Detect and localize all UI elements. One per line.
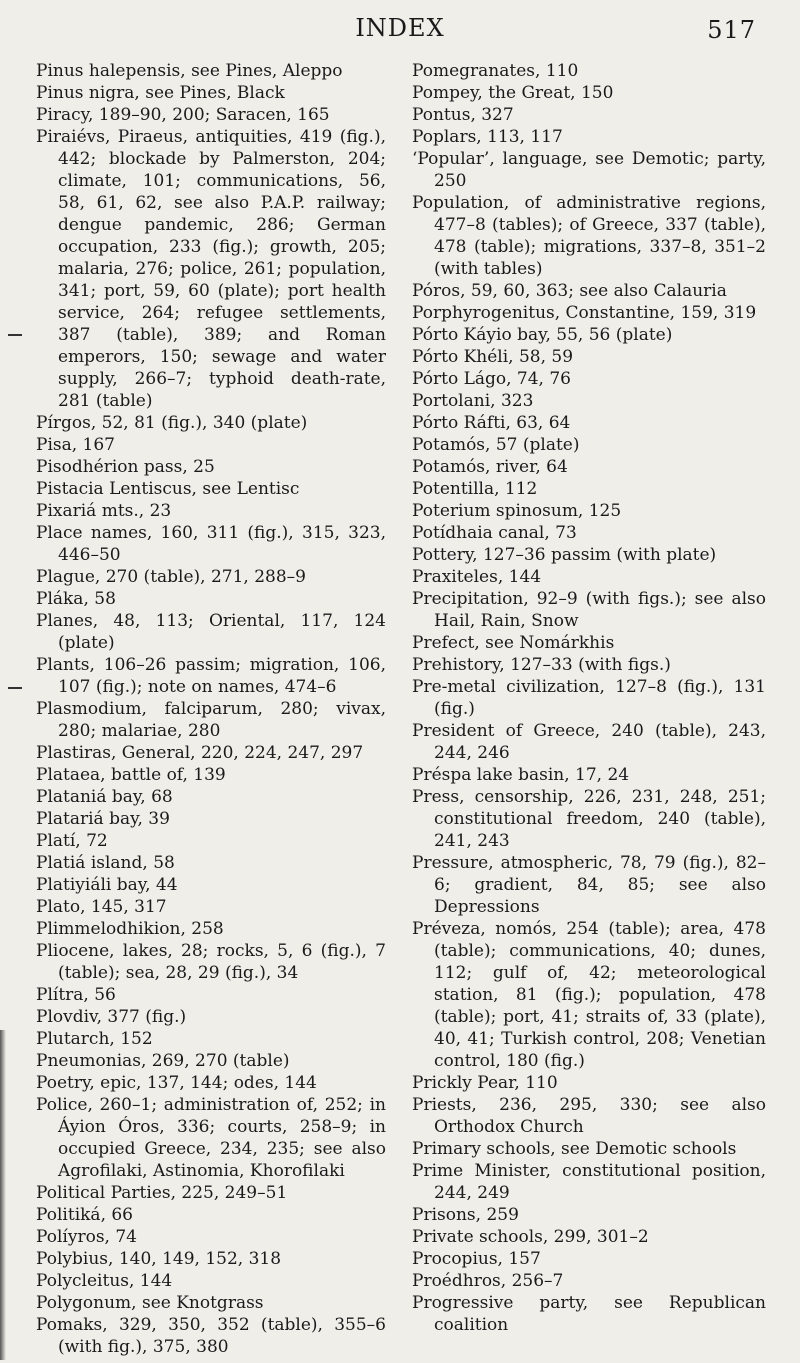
index-entry: Precipitation, 92–9 (with figs.); see also Hail, Rain, Snow <box>412 589 766 631</box>
index-entry: Politiká, 66 <box>36 1205 134 1225</box>
index-entry: Préveza, nomós, 254 (table); area, 478 (table); communications, 40; dunes, 112; gulf of, 42; meteorological station, 81 (fig.); population, 478 (table); port, 41; straits of, 33 (plate), 40, 41; Turkish control, 208; Venetian control, 180 (fig.) <box>412 919 766 1071</box>
index-entry: Prickly Pear, 110 <box>412 1073 558 1093</box>
index-entry: Prisons, 259 <box>412 1205 519 1225</box>
index-entry: Pláka, 58 <box>36 589 116 609</box>
index-entry: Préspa lake basin, 17, 24 <box>412 765 630 785</box>
index-entry: Platí, 72 <box>36 831 108 851</box>
index-entry: Políyros, 74 <box>36 1227 137 1247</box>
page-binding-shadow <box>0 1030 6 1360</box>
index-entry: Plítra, 56 <box>36 985 116 1005</box>
index-entry: Plataniá bay, 68 <box>36 787 173 807</box>
index-entry: Pórto Káyio bay, 55, 56 (plate) <box>412 325 673 345</box>
index-entry: Pórto Ráfti, 63, 64 <box>412 413 571 433</box>
index-entry: Piracy, 189–90, 200; Saracen, 165 <box>36 105 330 125</box>
margin-mark <box>8 687 22 689</box>
index-entry: Pliocene, lakes, 28; rocks, 5, 6 (fig.), 7 (table); sea, 28, 29 (fig.), 34 <box>36 941 386 983</box>
index-entry: Plataea, battle of, 139 <box>36 765 226 785</box>
index-entry: Press, censorship, 226, 231, 248, 251; constitutional freedom, 240 (table), 241, 243 <box>412 787 766 851</box>
index-column-left <box>36 60 386 1358</box>
index-entry: Potamós, river, 64 <box>412 457 568 477</box>
index-entry: Plague, 270 (table), 271, 288–9 <box>36 567 306 587</box>
index-entry: President of Greece, 240 (table), 243, 244, 246 <box>412 721 766 763</box>
index-entry: Polybius, 140, 149, 152, 318 <box>36 1249 282 1269</box>
index-entry: ‘Popular’, language, see Demotic; party, 250 <box>412 149 766 191</box>
index-entry: Platiá island, 58 <box>36 853 175 873</box>
index-entry: Pórto Lágo, 74, 76 <box>412 369 572 389</box>
index-entry: Plasmodium, falciparum, 280; vivax, 280; malariae, 280 <box>36 699 386 741</box>
index-entry: Pórto Khéli, 58, 59 <box>412 347 574 367</box>
index-entry: Plants, 106–26 passim; migration, 106, 107 (fig.); note on names, 474–6 <box>36 655 386 697</box>
index-entry: Procopius, 157 <box>412 1249 541 1269</box>
index-entry: Pressure, atmospheric, 78, 79 (fig.), 82–6; gradient, 84, 85; see also Depressions <box>412 853 766 917</box>
index-entry: Prime Minister, constitutional position, 244, 249 <box>412 1161 766 1203</box>
index-entry: Portolani, 323 <box>412 391 534 411</box>
index-entry: Piraiévs, Piraeus, antiquities, 419 (fig.), 442; blockade by Palmerston, 204; climate, 101; communications, 56, 58, 61, 62, see also P.A.P. railway; dengue pandemic, 286; German occupation, 233 (fig.); growth, 205; malaria, 276; police, 261; population, 341; port, 59, 60 (plate); port health service, 264; refugee settlements, 387 (table), 389; and Roman emperors, 150; sewage and water supply, 266–7; typhoid death-rate, 281 (table) <box>36 127 386 411</box>
index-entry: Platiyiáli bay, 44 <box>36 875 178 895</box>
index-entry: Pinus nigra, see Pines, Black <box>36 83 285 103</box>
page-number: 517 <box>707 16 756 44</box>
index-entry: Porphyrogenitus, Constantine, 159, 319 <box>412 303 757 323</box>
index-entry: Pisa, 167 <box>36 435 115 455</box>
index-entry: Polycleitus, 144 <box>36 1271 173 1291</box>
index-entry: Pre-metal civilization, 127–8 (fig.), 131 (fig.) <box>412 677 766 719</box>
index-entry: Pixariá mts., 23 <box>36 501 172 521</box>
index-entry: Private schools, 299, 301–2 <box>412 1227 649 1247</box>
index-column-right <box>412 60 766 1336</box>
index-entry: Pompey, the Great, 150 <box>412 83 614 103</box>
index-entry: Police, 260–1; administration of, 252; in Áyion Óros, 336; courts, 258–9; in occupied Greece, 234, 235; see also Agrofilaki, Astinomia, Khorofilaki <box>36 1095 386 1181</box>
index-entry: Pottery, 127–36 passim (with plate) <box>412 545 717 565</box>
index-entry: Primary schools, see Demotic schools <box>412 1139 737 1159</box>
index-entry: Planes, 48, 113; Oriental, 117, 124 (plate) <box>36 611 386 653</box>
index-entry: Progressive party, see Republican coalition <box>412 1293 766 1335</box>
index-entry: Pinus halepensis, see Pines, Aleppo <box>36 61 343 81</box>
index-entry: Poterium spinosum, 125 <box>412 501 622 521</box>
index-entry: Poplars, 113, 117 <box>412 127 563 147</box>
index-entry: Pontus, 327 <box>412 105 514 125</box>
margin-mark <box>8 334 22 336</box>
index-entry: Pisodhérion pass, 25 <box>36 457 215 477</box>
index-entry: Plutarch, 152 <box>36 1029 153 1049</box>
index-entry: Potamós, 57 (plate) <box>412 435 580 455</box>
index-entry: Potentilla, 112 <box>412 479 538 499</box>
index-entry: Pírgos, 52, 81 (fig.), 340 (plate) <box>36 413 308 433</box>
index-entry: Priests, 236, 295, 330; see also Orthodox Church <box>412 1095 766 1137</box>
index-entry: Plato, 145, 317 <box>36 897 167 917</box>
index-entry: Pistacia Lentiscus, see Lentisc <box>36 479 300 499</box>
index-entry: Political Parties, 225, 249–51 <box>36 1183 288 1203</box>
index-entry: Prefect, see Nomárkhis <box>412 633 615 653</box>
index-entry: Praxiteles, 144 <box>412 567 542 587</box>
index-entry: Plovdiv, 377 (fig.) <box>36 1007 187 1027</box>
index-entry: Place names, 160, 311 (fig.), 315, 323, 446–50 <box>36 523 386 565</box>
index-entry: Plimmelodhikion, 258 <box>36 919 224 939</box>
index-entry: Plastiras, General, 220, 224, 247, 297 <box>36 743 364 763</box>
index-entry: Pomegranates, 110 <box>412 61 579 81</box>
index-entry: Pomaks, 329, 350, 352 (table), 355–6 (with fig.), 375, 380 <box>36 1315 386 1357</box>
index-entry: Polygonum, see Knotgrass <box>36 1293 264 1313</box>
index-entry: Prehistory, 127–33 (with figs.) <box>412 655 671 675</box>
index-entry: Population, of administrative regions, 477–8 (tables); of Greece, 337 (table), 478 (table); migrations, 337–8, 351–2 (with tables) <box>412 193 766 279</box>
index-entry: Potídhaia canal, 73 <box>412 523 577 543</box>
index-entry: Platariá bay, 39 <box>36 809 170 829</box>
index-entry: Proédhros, 256–7 <box>412 1271 564 1291</box>
index-entry: Pneumonias, 269, 270 (table) <box>36 1051 290 1071</box>
index-entry: Póros, 59, 60, 363; see also Calauria <box>412 281 727 301</box>
running-header: INDEX <box>355 14 445 42</box>
index-entry: Poetry, epic, 137, 144; odes, 144 <box>36 1073 317 1093</box>
